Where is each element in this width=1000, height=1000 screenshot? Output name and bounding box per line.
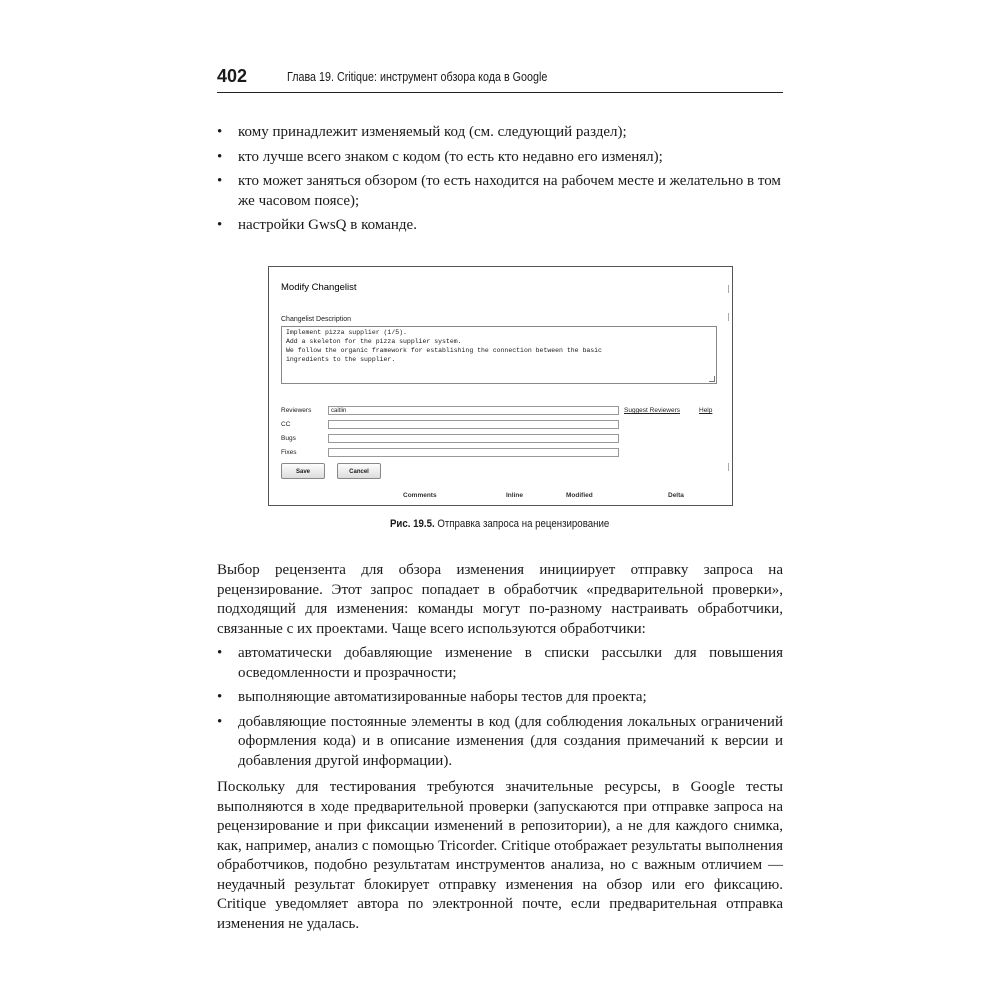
running-title: Глава 19. Critique: инструмент обзора кода в Google xyxy=(287,70,548,84)
column-header: Modified xyxy=(566,492,593,499)
list-item: • кто может заняться обзором (то есть находится на рабочем месте и желательно в том же часовом поясе); xyxy=(217,172,783,211)
cc-field[interactable] xyxy=(328,420,619,429)
description-line: We follow the organic framework for establishing the connection between the basic xyxy=(286,347,602,354)
page-number: 402 xyxy=(217,66,248,86)
fixes-label: Fixes xyxy=(281,449,297,456)
bugs-field[interactable] xyxy=(328,434,619,443)
list-item: • добавляющие постоянные элементы в код (для соблюдения локальных ограничений оформления кода) и в описание изменения (для создания примечаний к версии и добавления другой информации). xyxy=(217,713,783,772)
column-header: Comments xyxy=(403,492,437,499)
handler-bullet-list xyxy=(217,644,783,776)
figure-caption xyxy=(0,518,1000,530)
list-item: • настройки GwsQ в команде. xyxy=(217,216,783,236)
cc-label: CC xyxy=(281,421,291,428)
top-bullet-list xyxy=(217,123,783,241)
page-header xyxy=(217,64,783,93)
description-label: Changelist Description xyxy=(281,316,352,323)
paragraph: Поскольку для тестирования требуются значительные ресурсы, в Google тесты выполняются в ходе предварительной проверки (запускаются при отправке запроса на рецензирование и при фиксации изменений в репозитории), а не для каждого снимка, как, например, анализ с помощью Tricorder. Critique отображает результаты выполнения обработчиков, подобно результатам инструментов анализа, но с важным отличием — неудачный результат блокирует отправку изменения на обзор или его фиксацию. Critique уведомляет автора по электронной почте, если предварительная отправка изменения не удалась. xyxy=(217,779,783,932)
list-item: • выполняющие автоматизированные наборы тестов для проекта; xyxy=(217,688,783,708)
list-item: • кто лучше всего знаком с кодом (то есть кто недавно его изменял); xyxy=(217,148,783,168)
resize-grip-icon[interactable] xyxy=(709,376,715,382)
cancel-button[interactable]: Cancel xyxy=(337,463,381,479)
scrollbar-mark xyxy=(728,313,729,321)
caption-text: Отправка запроса на рецензирование xyxy=(437,518,610,530)
paragraph: Выбор рецензента для обзора изменения инициирует отправку запроса на рецензирование. Этот запрос попадает в обработчик «предварительной проверки», подходящий для изменения: команды могут по-разному настраивать обработчики, связанные с их проектами. Чаще всего используются обработчики: xyxy=(217,562,783,637)
column-header: Delta xyxy=(668,492,684,499)
suggest-reviewers-link[interactable]: Suggest Reviewers xyxy=(624,407,680,414)
caption-number: Рис. 19.5. xyxy=(390,518,436,530)
dialog-title: Modify Changelist xyxy=(281,282,357,293)
reviewers-label: Reviewers xyxy=(281,407,312,414)
fixes-field[interactable] xyxy=(328,448,619,457)
scrollbar-mark xyxy=(728,285,729,293)
description-line: ingredients to the supplier. xyxy=(286,356,396,363)
save-button[interactable]: Save xyxy=(281,463,325,479)
description-line: Add a skeleton for the pizza supplier system. xyxy=(286,338,462,345)
description-line: Implement pizza supplier (1/5). xyxy=(286,329,407,336)
description-textarea[interactable] xyxy=(281,326,717,384)
help-link[interactable]: Help xyxy=(699,407,713,414)
figure-screenshot xyxy=(268,266,733,506)
list-item: • кому принадлежит изменяемый код (см. следующий раздел); xyxy=(217,123,783,143)
column-header: Inline xyxy=(506,492,523,499)
scrollbar-mark xyxy=(728,463,729,471)
bugs-label: Bugs xyxy=(281,435,296,442)
list-item: • автоматически добавляющие изменение в списки рассылки для повышения осведомленности и прозрачности; xyxy=(217,644,783,683)
reviewers-field[interactable]: caitlin xyxy=(328,406,619,415)
